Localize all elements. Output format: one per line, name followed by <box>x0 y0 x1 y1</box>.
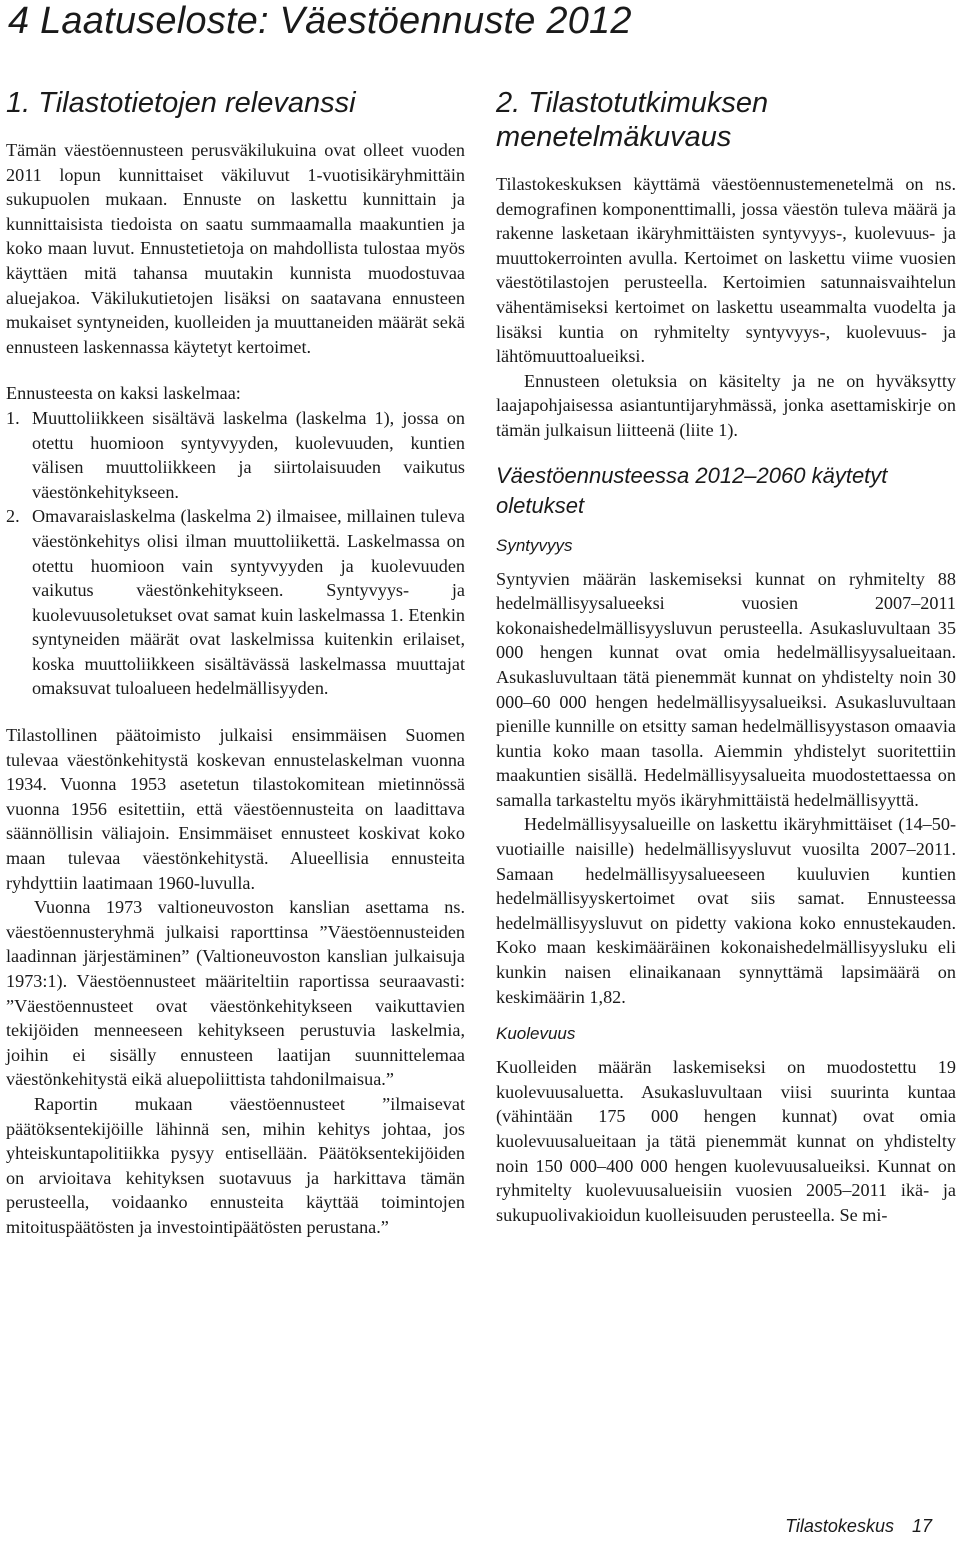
paragraph: Raportin mukaan väestöennusteet ”ilmaisevat päätöksentekijöille lähinnä sen, mihin kehitys johtaa, jos yhteiskuntapolitiikka pysyy entisellään. Päätöksentekijöiden on arvioitava kehityksen suotavuus ja harkittava tämän perusteella, voidaanko ennusteita käyttää toimintojen mitoituspäätösten ja investointipäätösten perustana.” <box>6 1093 465 1237</box>
paragraph: Syntyvien määrän laskemiseksi kunnat on ryhmitelty 88 hedelmällisyysalueeksi vuosien 2007–2011 kokonaishedelmällisyysluvun perusteella. Asukasluvultaan 35 000 hengen kunnat ovat omia hedelmällisyysalueitaan. Asukasluvultaan tätä pienemmät kunnat on yhdistelty noin 30 000–60 000 hengen hedelmällisyysalueiksi. Asukasluvultaan pienille kunnille on etsitty saman hedelmällisyystason omaavia kuntia koko maan tasolla. Aiemmin yhdistelyt suoritettiin maakuntien sisällä. Hedelmällisyysalueita muodostettaessa on samalla tarkasteltu myös ikäryhmittäistä hedelmällisyyttä. <box>496 568 956 810</box>
paragraph: Ennusteen oletuksia on käsitelty ja ne on hyväksytty laajapohjaisessa asiantuntijaryhmässä, jonka asettamiskirje on tämän julkaisun liitteenä (liite 1). <box>496 370 956 440</box>
calculation-list <box>6 406 465 701</box>
subsection-heading-assumptions: Väestöennusteessa 2012–2060 käytetyt oletukset <box>496 462 888 518</box>
paragraph: Tämän väestöennusteen perusväkilukuina ovat olleet vuoden 2011 lopun kunnittaiset väkiluvut 1-vuotisikäryhmittäin sukupuolen mukaan. Ennuste on laskettu kunnittain ja kunnittaisista tiedoista on saatu summaamalla maakuntien ja koko maan luvut. Ennustetietoja on mahdollista tulostaa myös käyttäen mitä tahansa muutakin kunnista muodostuvaa aluejakoa. Väkilukutietojen lisäksi on saatavana ennusteen mukaiset syntyneiden, kuolleiden ja muuttaneiden määrät sekä ennusteen laskennassa käytetyt kertoimet. <box>6 140 465 357</box>
list-item <box>6 504 465 701</box>
list-item-text: Muuttoliikkeen sisältävä laskelma (laskelma 1), jossa on otettu huomioon syntyvyyden, kuolevuuden, kuntien välisen muuttoliikkeen ja siirtolaisuuden vaikutus väestönkehitykseen. <box>32 407 465 502</box>
page-footer <box>785 1516 932 1537</box>
left-column <box>6 86 465 1240</box>
paragraph: Hedelmällisyysalueille on laskettu ikäryhmittäiset (14–50-vuotiaille naisille) hedelmällisyysluvut vuosilta 2007–2011. Samaan hedelmällisyysalueeseen kuuluvien kuntien hedelmällisyyskertoimet ovat siis samat. Ennusteessa hedelmällisyysluvut on pidetty vakiona koko ennustekauden. Koko maan keskimääräinen kokonaishedelmällisyysluku eli kunkin naisen elinaikanaan synnyttämä lapsimäärä on keskimäärin 1,82. <box>496 814 956 1007</box>
list-item <box>6 406 465 504</box>
section-heading-methodology: 2. Tilastotutkimuksen menetelmäkuvaus <box>496 87 769 153</box>
right-column <box>496 86 956 1227</box>
paragraph: Vuonna 1973 valtioneuvoston kanslian asettama ns. väestöennusteryhmä julkaisi raporttinsa ”Väestöennusteiden laadinnan järjestäminen” (Valtioneuvoston kanslian julkaisuja 1973:1). Väestöennusteet määriteltiin raportissa seuraavasti: ”Väestöennusteet ovat väestönkehitykseen vaikuttavien tekijöiden menneeseen kehitykseen perustuvia laskelmia, joihin ei sisälly ennusteen laatijan suunnittelemaa väestönkehitystä eikä aluepoliittista tahdonilmaisua.” <box>6 897 465 1090</box>
heading-deaths: Kuolevuus <box>496 1024 576 1044</box>
paragraph: Tilastollinen päätoimisto julkaisi ensimmäisen Suomen tulevaa väestönkehitystä koskevan ennustelaskelman vuonna 1934. Vuonna 1953 asetetun tilastokomitean mietinnössä vuonna 1956 esitettiin, että väestöennusteita on laadittava säännöllisin väliajoin. Ensimmäiset ennusteet koskivat koko maan tulevaa väestönkehitystä. Alueellisia ennusteita ryhdyttiin laatimaan 1960-luvulla. <box>6 725 465 893</box>
paragraph: Kuolleiden määrän laskemiseksi on muodostettu 19 kuolevuusaluetta. Asukasluvultaan viisi suurinta kuntaa (vähintään 175 000 hengen kunnat) ovat omia kuolevuusalueitaan ja tätä pienemmät kunnat on yhdistelty noin 150 000–400 000 hengen kuolevuusalueiksi. Kunnat on ryhmitelty kuolevuusalueisiin vuosien 2005–2011 ikä- ja sukupuolivakioidun kuolleisuuden perusteella. Se mi- <box>496 1057 956 1225</box>
list-item-text: Omavaraislaskelma (laskelma 2) ilmaisee, millainen tuleva väestönkehitys olisi ilman muuttoliikettä. Laskelmassa on otettu huomioon vain syntyvyyden ja kuolevuuden vaikutus väestönkehitykseen. Syntyvyys- ja kuolevuusoletukset ovat samat kuin laskelmassa 1. Etenkin syntyneiden määrät ovat laskelmissa kuitenkin erilaiset, koska muuttoliikkeen sisältävässä laskelmassa muuttajat omaksuvat tuloalueen hedelmällisyyden. <box>32 506 465 699</box>
list-number: 1. <box>6 407 20 428</box>
section-heading-relevance: 1. Tilastotietojen relevanssi <box>6 87 356 119</box>
page-title: 4 Laatuseloste: Väestöennuste 2012 <box>8 0 632 42</box>
list-intro: Ennusteesta on kaksi laskelmaa: <box>6 383 241 404</box>
page-number: 17 <box>911 1516 932 1536</box>
paragraph: Tilastokeskuksen käyttämä väestöennustemenetelmä on ns. demografinen komponenttimalli, jossa väestön tuleva määrä ja rakenne lasketaan ikäryhmittäisten syntyvyys-, kuolevuus- ja muuttokerrointen avulla. Kertoimet on laskettu viime vuosien väestötilastojen perusteella. Kertoimien satunnaisvaihtelun vähentämiseksi kertoimet on laskettu useammalta vuodelta ja lisäksi kuntia on ryhmitelty syntyvyys-, kuolevuus- ja lähtömuuttoalueiksi. <box>496 174 956 367</box>
list-number: 2. <box>6 506 20 527</box>
publisher-name: Tilastokeskus <box>785 1516 894 1536</box>
heading-births: Syntyvyys <box>496 535 573 555</box>
